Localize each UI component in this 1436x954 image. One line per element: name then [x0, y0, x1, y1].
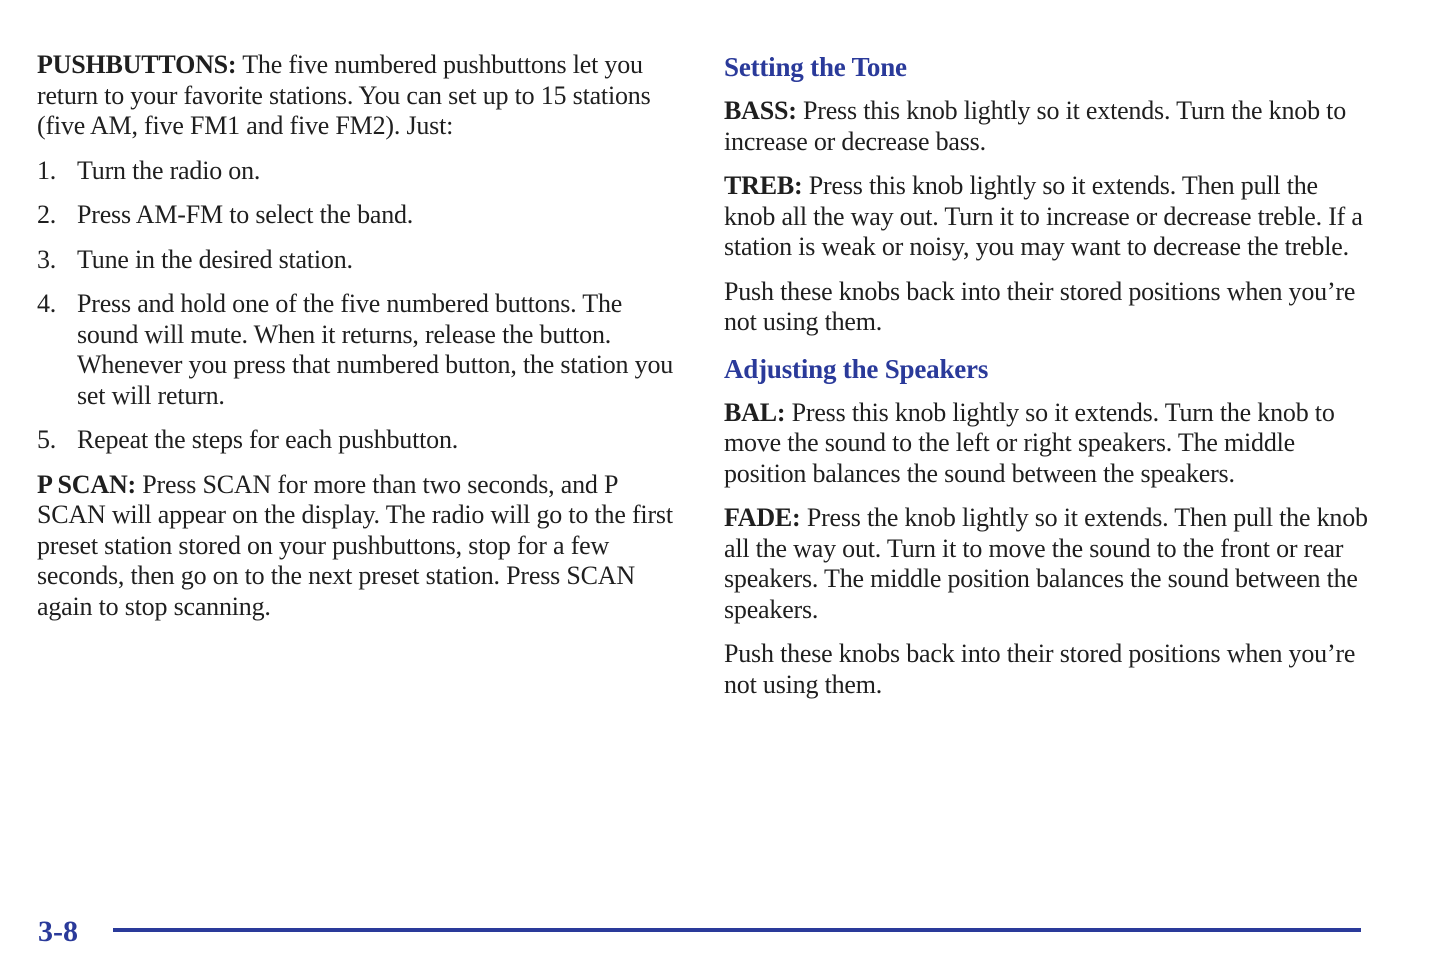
- step-number: 2.: [37, 200, 57, 229]
- bal-text: Press this knob lightly so it extends. Turn the knob to move the sound to the left or right speakers. The middle position balances the sound between the speakers.: [724, 397, 1335, 488]
- treb-text: Press this knob lightly so it extends. Then pull the knob all the way out. Turn it to increase or decrease treble. If a station is weak or noisy, you may want to decrease the treble.: [724, 171, 1363, 261]
- step-number: 1.: [37, 155, 57, 185]
- bass-term: BASS:: [724, 96, 797, 125]
- step-item: [37, 156, 677, 187]
- treb-paragraph: [724, 171, 1374, 263]
- pscan-paragraph: [37, 470, 677, 623]
- step-number: 4.: [37, 289, 57, 318]
- tone-heading: Setting the Tone: [724, 52, 907, 82]
- bass-text: Press this knob lightly so it extends. Turn the knob to increase or decrease bass.: [724, 96, 1346, 156]
- pushbuttons-text: The five numbered pushbuttons let you return to your favorite stations. You can set up to 15 stations (five AM, five FM1 and five FM2). Just:: [37, 50, 651, 140]
- step-number: 5.: [37, 425, 57, 454]
- right-column: [724, 50, 1374, 714]
- fade-text: Press the knob lightly so it extends. Then pull the knob all the way out. Turn it to move the sound to the front or rear speakers. The middle position balances the sound between the speakers.: [724, 503, 1368, 624]
- page-number: 3-8: [38, 915, 78, 948]
- pushbutton-steps-list: [37, 156, 677, 456]
- step-text: Turn the radio on.: [77, 155, 261, 185]
- fade-term: FADE:: [724, 503, 801, 532]
- pscan-text: Press SCAN for more than two seconds, and P SCAN will appear on the display. The radio will go to the first preset station stored on your pushbuttons, stop for a few seconds, then go on to the next preset station. Press SCAN again to stop scanning.: [37, 469, 673, 621]
- footer-rule: [113, 928, 1361, 932]
- pscan-term: P SCAN:: [37, 469, 136, 499]
- bal-term: BAL:: [724, 397, 786, 427]
- step-text: Press and hold one of the five numbered buttons. The sound will mute. When it returns, release the button. Whenever you press that numbered button, the station you set will return.: [77, 289, 674, 410]
- step-number: 3.: [37, 244, 57, 274]
- fade-paragraph: [724, 503, 1374, 625]
- step-item: [37, 289, 677, 411]
- pushbuttons-paragraph: [37, 50, 677, 142]
- speakers-note: Push these knobs back into their stored positions when you’re not using them.: [724, 639, 1356, 699]
- bass-paragraph: [724, 96, 1374, 157]
- bal-paragraph: [724, 398, 1374, 490]
- tone-note: Push these knobs back into their stored positions when you’re not using them.: [724, 276, 1356, 336]
- treb-term: TREB:: [724, 171, 803, 200]
- step-text: Tune in the desired station.: [77, 244, 353, 274]
- step-text: Repeat the steps for each pushbutton.: [77, 425, 459, 454]
- pushbuttons-term: PUSHBUTTONS:: [37, 50, 237, 79]
- step-item: [37, 245, 677, 276]
- speakers-heading: Adjusting the Speakers: [724, 353, 989, 384]
- step-item: [37, 200, 677, 231]
- step-text: Press AM-FM to select the band.: [77, 200, 414, 229]
- left-column: [37, 50, 677, 636]
- step-item: [37, 425, 677, 456]
